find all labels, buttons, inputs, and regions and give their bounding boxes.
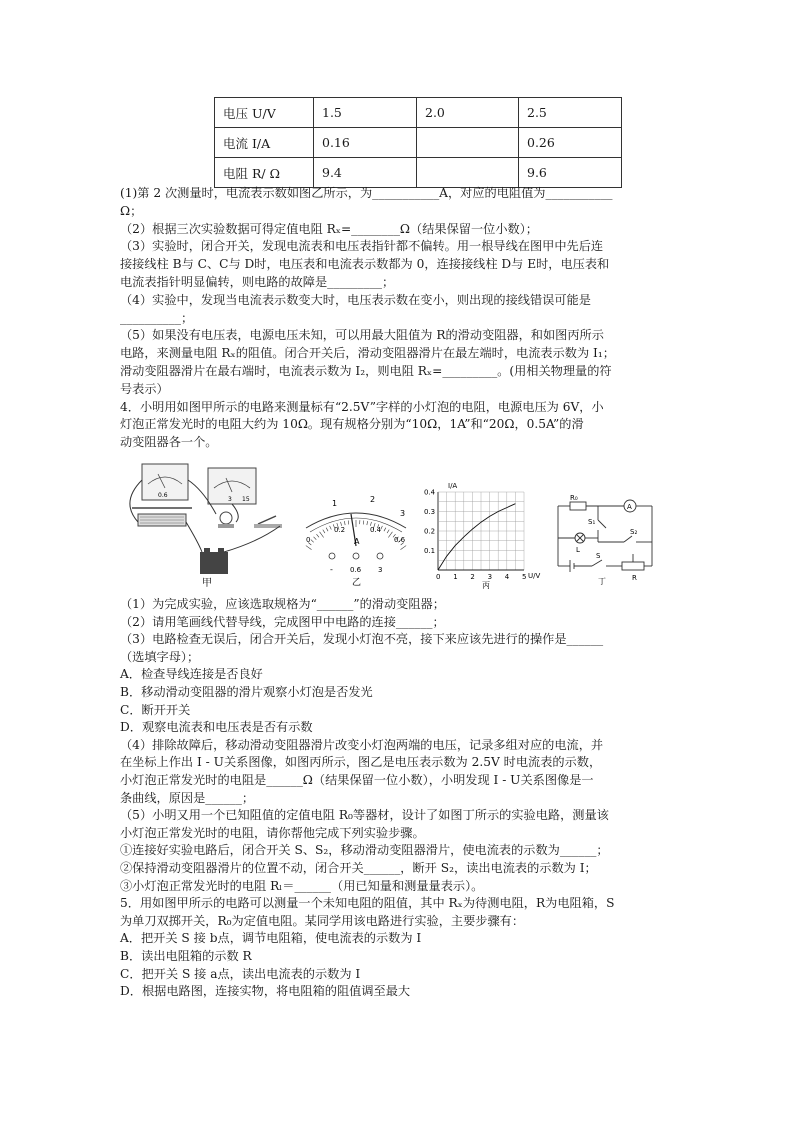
label-s2: S₂ — [630, 528, 638, 536]
label-r0: R₀ — [570, 494, 578, 502]
dial-tick-mark — [306, 546, 312, 550]
dial-terminal: 0.6 — [350, 566, 362, 574]
chart-x-tick-label: 0 — [436, 573, 441, 581]
dial-tick-mark — [367, 521, 368, 525]
text-line: ②保持滑动变阻器滑片的位置不动，闭合开关______，断开 S₂，读出电流表的示数为 I； — [120, 861, 597, 875]
figure-jia-circuit — [118, 462, 298, 588]
table-cell: 2.0 — [417, 98, 519, 128]
text-line: A．检查导线连接是否良好 — [120, 667, 263, 682]
text-line: (1)第 2 次测量时，电流表示数如图乙所示，为___________A，对应的电阻值为___________ — [120, 186, 613, 200]
dial-bottom-tick: 0.2 — [334, 526, 346, 534]
table-cell: 1.5 — [314, 98, 417, 128]
text-line: 条曲线，原因是______； — [120, 790, 255, 805]
text-line: （1）为完成实验，应该选取规格为“______”的滑动变阻器； — [120, 597, 445, 611]
table-row — [215, 98, 622, 128]
chart-x-tick-label: 5 — [522, 573, 527, 581]
dial-tick-mark — [326, 528, 328, 532]
table-cell: 9.4 — [314, 158, 417, 188]
text-line: （5）小明又用一个已知阻值的定值电阻 R₀等器材，设计了如图丁所示的实验电路，测量该 — [120, 808, 609, 823]
dial-tick-mark — [348, 520, 349, 524]
dial-bottom-tick: 0 — [306, 536, 311, 544]
text-line: （选填字母）； — [120, 649, 200, 664]
text-line: B．读出电阻箱的示数 R — [120, 949, 252, 963]
figure-caption-ding: 丁 — [598, 577, 606, 586]
chart-ylabel: I/A — [448, 482, 458, 490]
table-row — [215, 128, 622, 158]
figure-yi-ammeter-dial — [296, 492, 416, 588]
dial-top-tick: 2 — [370, 495, 376, 504]
dial-terminal: 3 — [378, 566, 383, 574]
dial-top-tick: 3 — [400, 509, 406, 518]
text-line: 电路，来测量电阻 Rₓ的阻值。闭合开关后，滑动变阻器滑片在最左端时，电流表示数为 I₁； — [120, 346, 615, 361]
label-lamp: L — [576, 546, 580, 554]
figure-caption-yi: 乙 — [352, 578, 362, 588]
text-line: （3）电路检查无误后，闭合开关后，发现小灯泡不亮，接下来应该先进行的操作是______ — [120, 632, 604, 647]
text-line: 号表示） — [120, 381, 169, 396]
text-line: D．根据电路图，连接实物，将电阻箱的阻值调至最大 — [120, 984, 411, 999]
dial-top-tick: 1 — [332, 499, 338, 508]
chart-y-tick-label: 0.4 — [424, 488, 436, 497]
table-cell: 0.26 — [519, 128, 622, 158]
table-cell: 电压 U/V — [215, 98, 314, 128]
text-line: 在坐标上作出 I - U关系图像，如图丙所示，图乙是电压表示数为 2.5V 时电流表的示数， — [120, 755, 602, 770]
text-line: 为单刀双掷开关，R₀为定值电阻。某同学用该电路进行实验，主要步骤有： — [120, 913, 525, 928]
dial-unit: A — [354, 537, 360, 546]
label-ammeter: A — [627, 503, 632, 511]
dial-tick-mark — [311, 540, 314, 543]
dial-tick-mark — [384, 528, 386, 532]
text-line: 灯泡正常发光时的电阻大约为 10Ω。现有规格分别为“10Ω，1A”和“20Ω，0.5A”的滑 — [120, 417, 584, 432]
dial-tick-mark — [316, 534, 319, 537]
chart-x-tick-label: 4 — [504, 573, 510, 581]
text-line: 电流表指针明显偏转，则电路的故障是_________； — [120, 275, 395, 289]
chart-xlabel: U/V — [528, 572, 541, 580]
text-line: B．移动滑动变阻器的滑片观察小灯泡是否发光 — [120, 685, 373, 699]
text-line: 5．用如图甲所示的电路可以测量一个未知电阻的阻值，其中 Rₓ为待测电阻，R为电阻箱，S — [120, 896, 615, 911]
dial-tick-mark — [387, 530, 389, 533]
dial-tick-mark — [363, 520, 364, 524]
dial-bottom-tick: 0.6 — [394, 536, 406, 544]
label-s1: S₁ — [588, 518, 596, 526]
text-line: （2）根据三次实验数据可得定值电阻 Rₓ=________Ω（结果保留一位小数）； — [120, 221, 538, 236]
text-line: C．把开关 S 接 a点，读出电流表的示数为 I — [120, 966, 361, 981]
text-line: ①连接好实验电路后，闭合开关 S、S₂，移动滑动变阻器滑片，使电流表的示数为______； — [120, 843, 609, 858]
text-line: 小灯泡正常发光时的电阻，请你帮他完成下列实验步骤。 — [120, 825, 425, 840]
dial-tick-mark — [388, 532, 392, 538]
chart-x-tick-label: 1 — [453, 573, 458, 581]
text-line: 动变阻器各一个。 — [120, 435, 218, 450]
figure-caption-jia: 甲 — [202, 578, 212, 588]
text-line: 4．小明用如图甲所示的电路来测量标有“2.5V”字样的小灯泡的电阻，电源电压为 6V，小 — [120, 399, 604, 414]
text-line: __________； — [120, 310, 194, 325]
text-line: 小灯泡正常发光时的电阻是______Ω（结果保留一位小数），小明发现 I - U关系图像是一 — [120, 773, 594, 787]
dial-tick-mark — [330, 526, 332, 530]
table-cell: 电流 I/A — [215, 128, 314, 158]
label-r: R — [632, 574, 637, 582]
text-line: ③小灯泡正常发光时的电阻 Rₗ＝______（用已知量和测量量表示）。 — [120, 878, 484, 893]
figure-caption-bing: 丙 — [482, 581, 490, 590]
text-line: （4）排除故障后，移动滑动变阻器滑片改变小灯泡两端的电压，记录多组对应的电流，并 — [120, 737, 604, 752]
text-line: （3）实验时，闭合开关，发现电流表和电压表指针都不偏转。用一根导线在图甲中先后连 — [120, 239, 604, 254]
dial-terminal: - — [330, 565, 333, 574]
voltmeter-scale-label: 15 — [242, 496, 250, 503]
dial-tick-mark — [344, 521, 345, 525]
dial-tick-mark — [400, 546, 406, 550]
text-line: Ω； — [120, 203, 143, 218]
chart-x-tick-label: 3 — [487, 573, 493, 581]
table-cell: 0.16 — [314, 128, 417, 158]
text-line: （4）实验中，发现当电流表示数变大时，电压表示数在变小，则出现的接线错误可能是 — [120, 292, 591, 307]
figure-ding-circuit — [548, 494, 664, 586]
voltmeter-scale-label: 3 — [228, 496, 232, 503]
text-line: 接接线柱 B与 C、C与 D时，电压表和电流表示数都为 0，连接接线柱 D与 E时，电压表和 — [120, 257, 610, 272]
table-cell: 2.5 — [519, 98, 622, 128]
text-line: （2）请用笔画线代替导线，完成图甲中电路的连接______； — [120, 614, 445, 629]
dial-tick-mark — [323, 530, 325, 533]
text-line: D．观察电流表和电压表是否有示数 — [120, 720, 313, 735]
ammeter-scale-label: 0.6 — [158, 492, 168, 499]
text-line: （5）如果没有电压表，电源电压未知，可以用最大阻值为 R的滑动变阻器，和如图丙所示 — [120, 328, 604, 343]
table-cell: 9.6 — [519, 158, 622, 188]
table-cell — [417, 128, 519, 158]
chart-y-tick-label: 0.1 — [424, 547, 436, 555]
chart-y-tick-label: 0.2 — [424, 527, 436, 536]
table-row — [215, 158, 622, 188]
dial-tick-mark — [320, 532, 324, 538]
chart-x-tick-label: 2 — [470, 573, 475, 581]
dial-bottom-tick: 0.4 — [370, 526, 382, 534]
label-s: S — [596, 552, 601, 560]
text-line: A．把开关 S 接 b点，调节电阻箱，使电流表的示数为 I — [120, 931, 422, 946]
text-line: 滑动变阻器滑片在最右端时，电流表示数为 I₂，则电阻 Rₓ=_________。(用相关物理量的符 — [120, 364, 612, 378]
text-line: C．断开开关 — [120, 702, 191, 717]
dial-tick-mark — [314, 537, 317, 540]
chart-y-tick-label: 0.3 — [424, 508, 436, 516]
measurement-table — [214, 97, 622, 188]
table-cell — [417, 158, 519, 188]
table-cell: 电阻 R/ Ω — [215, 158, 314, 188]
figure-bing-iu-chart — [424, 478, 542, 590]
